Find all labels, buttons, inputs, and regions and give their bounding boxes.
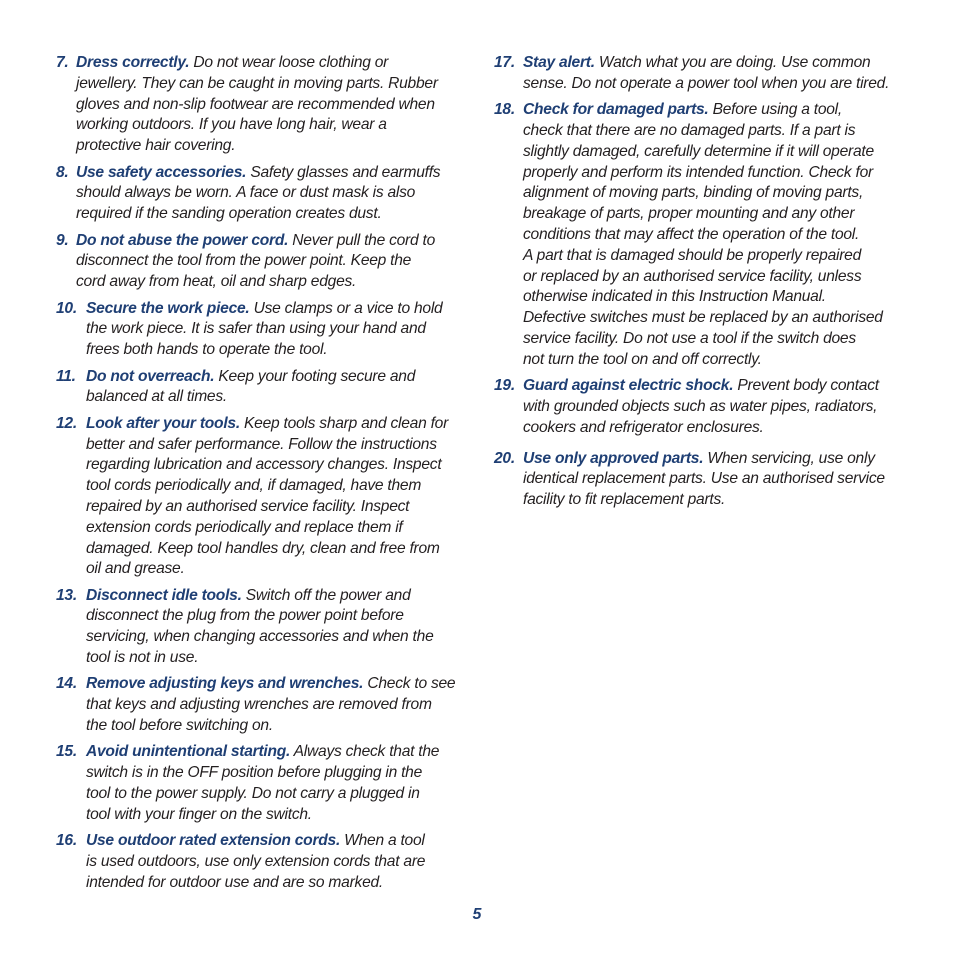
right-column	[494, 53, 904, 517]
rule-text-line: breakage of parts, proper mounting and any other	[523, 205, 855, 223]
rule-text-line: the work piece. It is safer than using your hand and	[86, 320, 426, 338]
rule-text-line: regarding lubrication and accessory changes. Inspect	[86, 456, 442, 474]
rule-text-line	[76, 231, 460, 252]
safety-rule-item	[56, 367, 460, 409]
rule-text-line: oil and grease.	[86, 560, 185, 578]
rule-text-line: tool cords periodically and, if damaged, have them	[86, 477, 422, 495]
rule-text-line	[86, 742, 460, 763]
rule-text-line	[86, 367, 460, 388]
rule-text-line	[86, 299, 460, 320]
rule-text-line: jewellery. They can be caught in moving parts. Rubber	[76, 74, 438, 92]
rule-number: 18.	[494, 101, 515, 119]
rule-heading: Secure the work piece.	[86, 299, 250, 317]
rule-text-line	[76, 163, 460, 184]
rule-text-line: Defective switches must be replaced by an authorised	[523, 309, 883, 327]
safety-rule-item	[56, 674, 460, 736]
rule-text: Always check that the	[290, 743, 440, 761]
safety-rule-item	[494, 449, 904, 511]
rule-body	[494, 53, 904, 95]
rule-text-line: A part that is damaged should be properly repaired	[523, 246, 861, 264]
rule-text: Safety glasses and earmuffs	[246, 163, 441, 181]
rule-text-line	[86, 831, 460, 852]
rule-body	[56, 414, 460, 580]
rule-text-line: extension cords periodically and replace them if	[86, 518, 403, 536]
safety-rule-item	[56, 163, 460, 225]
rule-text-line: identical replacement parts. Use an authorised service	[523, 470, 885, 488]
rule-body	[56, 53, 460, 157]
rule-body	[56, 586, 460, 669]
rule-heading: Do not overreach.	[86, 367, 215, 385]
rule-heading: Guard against electric shock.	[523, 377, 734, 395]
rule-text-line: working outdoors. If you have long hair, wear a	[76, 116, 387, 134]
rule-heading: Check for damaged parts.	[523, 101, 709, 119]
safety-rule-item	[494, 376, 904, 438]
rule-heading: Do not abuse the power cord.	[76, 231, 289, 249]
rule-text-line: cord away from heat, oil and sharp edges.	[76, 273, 357, 291]
rule-heading: Dress correctly.	[76, 54, 190, 71]
rule-text-line: with grounded objects such as water pipes, radiators,	[523, 397, 878, 415]
rule-text-line: frees both hands to operate the tool.	[86, 341, 328, 359]
rule-heading: Stay alert.	[523, 54, 595, 71]
rule-body	[56, 299, 460, 361]
rule-text-line: better and safer performance. Follow the instructions	[86, 435, 437, 453]
safety-rule-item	[56, 742, 460, 825]
rule-text: Watch what you are doing. Use common	[594, 54, 871, 71]
rule-number: 8.	[56, 163, 69, 181]
left-column	[56, 53, 460, 899]
rule-text-line: the tool before switching on.	[86, 717, 273, 735]
rule-text: Use clamps or a vice to hold	[249, 299, 443, 317]
rule-text: Do not wear loose clothing or	[189, 54, 389, 71]
rule-number: 11.	[56, 367, 76, 385]
rule-text-line: slightly damaged, carefully determine if it will operate	[523, 142, 874, 160]
rule-text-line: balanced at all times.	[86, 388, 227, 406]
rule-text-line: required if the sanding operation creates dust.	[76, 205, 382, 223]
rule-text-line: protective hair covering.	[76, 137, 236, 155]
rule-heading: Use outdoor rated extension cords.	[86, 832, 341, 850]
rule-number: 17.	[494, 54, 515, 71]
rule-text-line: that keys and adjusting wrenches are removed from	[86, 696, 432, 714]
rule-number: 10.	[56, 299, 77, 317]
rule-text-line: cookers and refrigerator enclosures.	[523, 418, 764, 436]
rule-text-line: or replaced by an authorised service facility, unless	[523, 267, 862, 285]
rule-text: Keep your footing secure and	[214, 367, 416, 385]
safety-rule-item	[494, 100, 904, 370]
rule-number: 7.	[56, 54, 69, 71]
rule-body	[494, 100, 904, 370]
safety-rule-item	[56, 299, 460, 361]
rule-text-line: disconnect the tool from the power point. Keep the	[76, 252, 412, 270]
rule-text-line: tool with your finger on the switch.	[86, 805, 312, 823]
rule-text: Check to see	[363, 675, 456, 693]
rule-text-line	[523, 449, 904, 470]
safety-rule-item	[494, 53, 904, 95]
rule-heading: Look after your tools.	[86, 414, 240, 432]
rule-number: 12.	[56, 414, 77, 432]
safety-rule-item	[56, 231, 460, 293]
rule-heading: Use safety accessories.	[76, 163, 247, 181]
rule-heading: Remove adjusting keys and wrenches.	[86, 675, 364, 693]
rule-text: Prevent body contact	[733, 377, 879, 395]
page-number: 5	[472, 906, 482, 923]
rule-text-line: servicing, when changing accessories and when the	[86, 628, 434, 646]
rule-number: 20.	[494, 449, 515, 467]
safety-rule-item	[56, 53, 460, 157]
rule-text-line	[86, 414, 460, 435]
rule-text: Before using a tool,	[708, 101, 842, 119]
rule-text: Keep tools sharp and clean for	[239, 414, 449, 432]
rule-text-line	[523, 100, 904, 121]
rule-heading: Use only approved parts.	[523, 449, 704, 467]
rule-number: 15.	[56, 743, 77, 761]
rule-body	[494, 376, 904, 438]
rule-heading: Avoid unintentional starting.	[86, 743, 291, 761]
rule-text-line	[76, 53, 460, 74]
rule-number: 19.	[494, 377, 515, 395]
rule-text-line: check that there are no damaged parts. If a part is	[523, 121, 856, 139]
rule-text-line: alignment of moving parts, binding of moving parts,	[523, 184, 864, 202]
rule-text-line: damaged. Keep tool handles dry, clean and free from	[86, 539, 440, 557]
rule-text-line: intended for outdoor use and are so marked.	[86, 873, 383, 891]
rule-text-line: sense. Do not operate a power tool when you are tired.	[523, 74, 890, 92]
rule-text: Never pull the cord to	[288, 231, 436, 249]
rule-text-line: is used outdoors, use only extension cords that are	[86, 853, 426, 871]
rule-text-line: conditions that may affect the operation of the tool.	[523, 225, 860, 243]
rule-text-line: service facility. Do not use a tool if the switch does	[523, 329, 856, 347]
rule-text-line: facility to fit replacement parts.	[523, 491, 726, 509]
rule-body	[56, 367, 460, 409]
rule-number: 9.	[56, 231, 69, 249]
rule-text-line	[86, 586, 460, 607]
safety-rule-item	[56, 831, 460, 893]
rule-text-line: should always be worn. A face or dust mask is also	[76, 184, 416, 202]
rule-text-line	[523, 53, 904, 74]
rule-text-line: gloves and non-slip footwear are recommended when	[76, 95, 435, 113]
rule-body	[56, 163, 460, 225]
rule-body	[494, 449, 904, 511]
rule-text-line: tool to the power supply. Do not carry a plugged in	[86, 785, 420, 803]
rule-body	[56, 231, 460, 293]
rule-text-line: repaired by an authorised service facility. Inspect	[86, 497, 410, 515]
rule-text-line: switch is in the OFF position before plugging in the	[86, 764, 423, 782]
rule-number: 13.	[56, 586, 77, 604]
rule-text-line: disconnect the plug from the power point before	[86, 607, 404, 625]
rule-body	[56, 831, 460, 893]
rule-text-line: not turn the tool on and off correctly.	[523, 350, 762, 368]
rule-text: Switch off the power and	[241, 586, 411, 604]
rule-body	[56, 742, 460, 825]
rule-number: 16.	[56, 832, 77, 850]
rule-heading: Disconnect idle tools.	[86, 586, 242, 604]
rule-text-line: otherwise indicated in this Instruction Manual.	[523, 288, 826, 306]
rule-text: When servicing, use only	[703, 449, 875, 467]
rule-text: When a tool	[340, 832, 425, 850]
rule-text-line	[523, 376, 904, 397]
rule-number: 14.	[56, 675, 77, 693]
safety-rule-item	[56, 414, 460, 580]
safety-rule-item	[56, 586, 460, 669]
rule-body	[56, 674, 460, 736]
rule-text-line	[86, 674, 460, 695]
rule-text-line: tool is not in use.	[86, 649, 199, 667]
rule-text-line: properly and perform its intended function. Check for	[523, 163, 873, 181]
